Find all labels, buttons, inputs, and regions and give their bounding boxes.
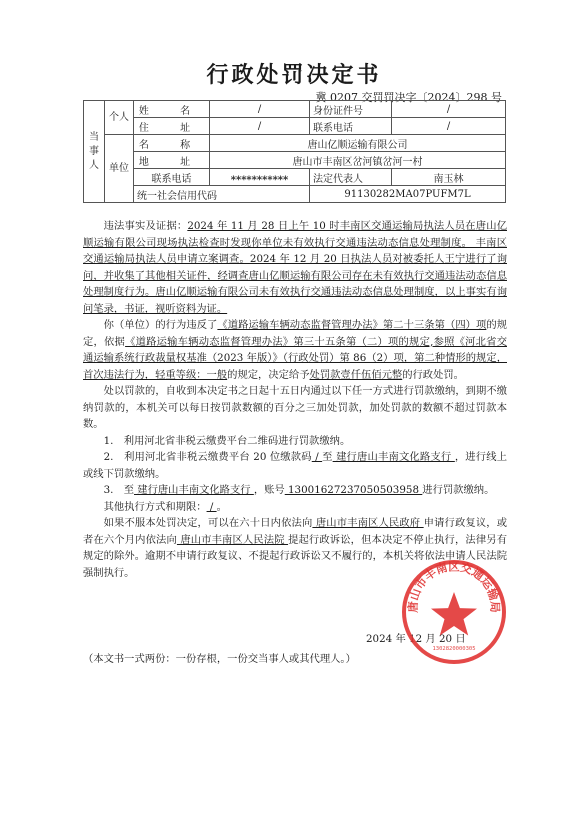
other-end: 。 <box>216 500 227 513</box>
method2-text-c: ，进行线上或线下罚款缴纳。 <box>83 451 508 480</box>
method2-text-b: 至 <box>322 451 333 463</box>
unit-phone-value: *********** <box>230 174 289 186</box>
ind-address-label: 住 址 <box>138 122 205 134</box>
method3-text-b: ，账号 <box>253 484 285 496</box>
unit-rep-label: 法定代表人 <box>310 169 392 186</box>
official-seal-icon <box>400 558 508 666</box>
ind-id-value: / <box>392 101 506 118</box>
unit-address-value: 唐山市丰南区岔河镇岔河一村 <box>210 152 506 169</box>
appeal-court: 唐山市丰南区人民法院 <box>176 533 289 546</box>
other-execution <box>83 499 507 516</box>
ind-address-value: / <box>210 118 310 135</box>
facts-label: 违法事实及证据： <box>103 220 188 232</box>
party-info-table <box>83 100 506 203</box>
unit-label: 单位 <box>105 135 134 203</box>
violation-text-2: 的规定，依据 <box>83 319 508 348</box>
other-value: / <box>206 500 217 513</box>
document-number: 冀 0207 交罚罚决字〔2024〕298 号 <box>315 91 502 104</box>
unit-credit-value: 91130282MA07PUFM7L <box>310 186 506 203</box>
appeal-text-c: 提起行政诉讼，但本决定不停止执行，法律另有规定的除外。逾期不申请行政复议、不提起行政诉讼又不履行的，本机关将依法申请人民法院强制执行。 <box>83 533 508 579</box>
decision-date: 2024 年 12 月 20 日 <box>366 633 466 645</box>
penalty: 处罚款壹仟伍佰元整 <box>309 368 403 381</box>
ind-id-label: 身份证件号 <box>310 101 392 118</box>
document-title: 行政处罚决定书 <box>206 62 382 88</box>
legal-basis: 《道路运输车辆动态监督管理办法》第三十五条第（二）项的规定,参照《河北省交通运输系统行政裁量权基准（2023 年版）》（行政处罚）第 86（2）项，第二种情形的规定，首次违法行为，轻重等级：一般 <box>83 335 507 381</box>
violation-text-4: 的行政处罚。 <box>402 368 464 381</box>
unit-address-label: 地 址 <box>138 156 205 168</box>
violation-text-1: 你（单位）的行为违反了 <box>103 319 218 331</box>
appeal-text-a: 如果不服本处罚决定，可以在六十日内依法向 <box>103 517 313 529</box>
individual-label: 个人 <box>105 101 134 135</box>
facts-text: 2024 年 11 月 28 日上午 10 时丰南区交通运输局执法人员在唐山亿顺运输有限公司现场执法检查时发现你单位未有效执行交通违法动态信息处理制度。 丰南区交通运输局执法人员申请立案调查。2024 年 12 月 20 日执法人员对被委托人王宁进行了询问，并收集了其他相关证件，经调查唐山亿顺运输有限公司存在未有效执行交通违法动态信息处理制度行为。唐山亿顺运输有限公司未有效执行交通违法动态信息处理制度，以上事实有询问笔录，书证，视听资料为证。 <box>83 220 507 315</box>
ind-phone-label: 联系电话 <box>310 118 392 135</box>
payment-method-2 <box>83 449 507 482</box>
ind-name-value: / <box>210 101 310 118</box>
appeal-government: 唐山市丰南区人民政府 <box>312 517 424 529</box>
facts-paragraph <box>83 218 507 317</box>
seal-text: 唐山市丰南区交通运输局 <box>405 559 503 613</box>
appeal-text-b: 申请行政复议，或者在六个月内依法向 <box>83 517 508 546</box>
method2-bank: 建行唐山丰南文化路支行 <box>332 451 455 463</box>
payment-method-3 <box>83 482 507 499</box>
unit-phone-label: 联系电话 <box>134 169 210 186</box>
method3-bank: 建行唐山丰南文化路支行 <box>134 484 254 496</box>
method3-text-c: 进行罚款缴纳。 <box>422 484 495 496</box>
payment-method-1: 1. 利用河北省非税云缴费平台二维码进行罚款缴纳。 <box>103 434 351 447</box>
method3-account: 13001627237050503958 <box>284 484 423 496</box>
party-label: 当事人 <box>84 101 105 203</box>
violation-text-3: 的规定，决定给予 <box>227 368 310 381</box>
seal-code: 1302820000305 <box>432 646 476 652</box>
payment-paragraph: 处以罚款的，自收到本决定书之日起十五日内通过以下任一方式进行罚款缴纳，到期不缴纳罚款的，本机关可以每日按罚款数额的百分之三加处罚款，加处罚款的数额不超过罚款本数。 <box>83 385 507 430</box>
method2-code: / <box>311 451 323 463</box>
unit-rep-value: 南玉林 <box>392 169 506 186</box>
unit-credit-label: 统一社会信用代码 <box>134 186 310 203</box>
violation-paragraph <box>83 317 507 383</box>
other-label: 其他执行方式和期限： <box>103 500 207 513</box>
unit-name-value: 唐山亿顺运输有限公司 <box>210 135 506 152</box>
ind-name-label: 姓 名 <box>138 105 205 117</box>
method3-text-a: 3. 至 <box>103 484 135 496</box>
document-body <box>83 218 507 581</box>
copies-note: （本文书一式两份：一份存根，一份交当事人或其代理人。） <box>83 653 356 665</box>
violated-regulation: 《道路运输车辆动态监督管理办法》第二十三条第（四）项 <box>217 319 487 331</box>
ind-phone-value: / <box>392 118 506 135</box>
unit-name-label: 名 称 <box>138 139 205 151</box>
method2-text-a: 2. 利用河北省非税云缴费平台 20 位缴款码 <box>103 451 312 463</box>
